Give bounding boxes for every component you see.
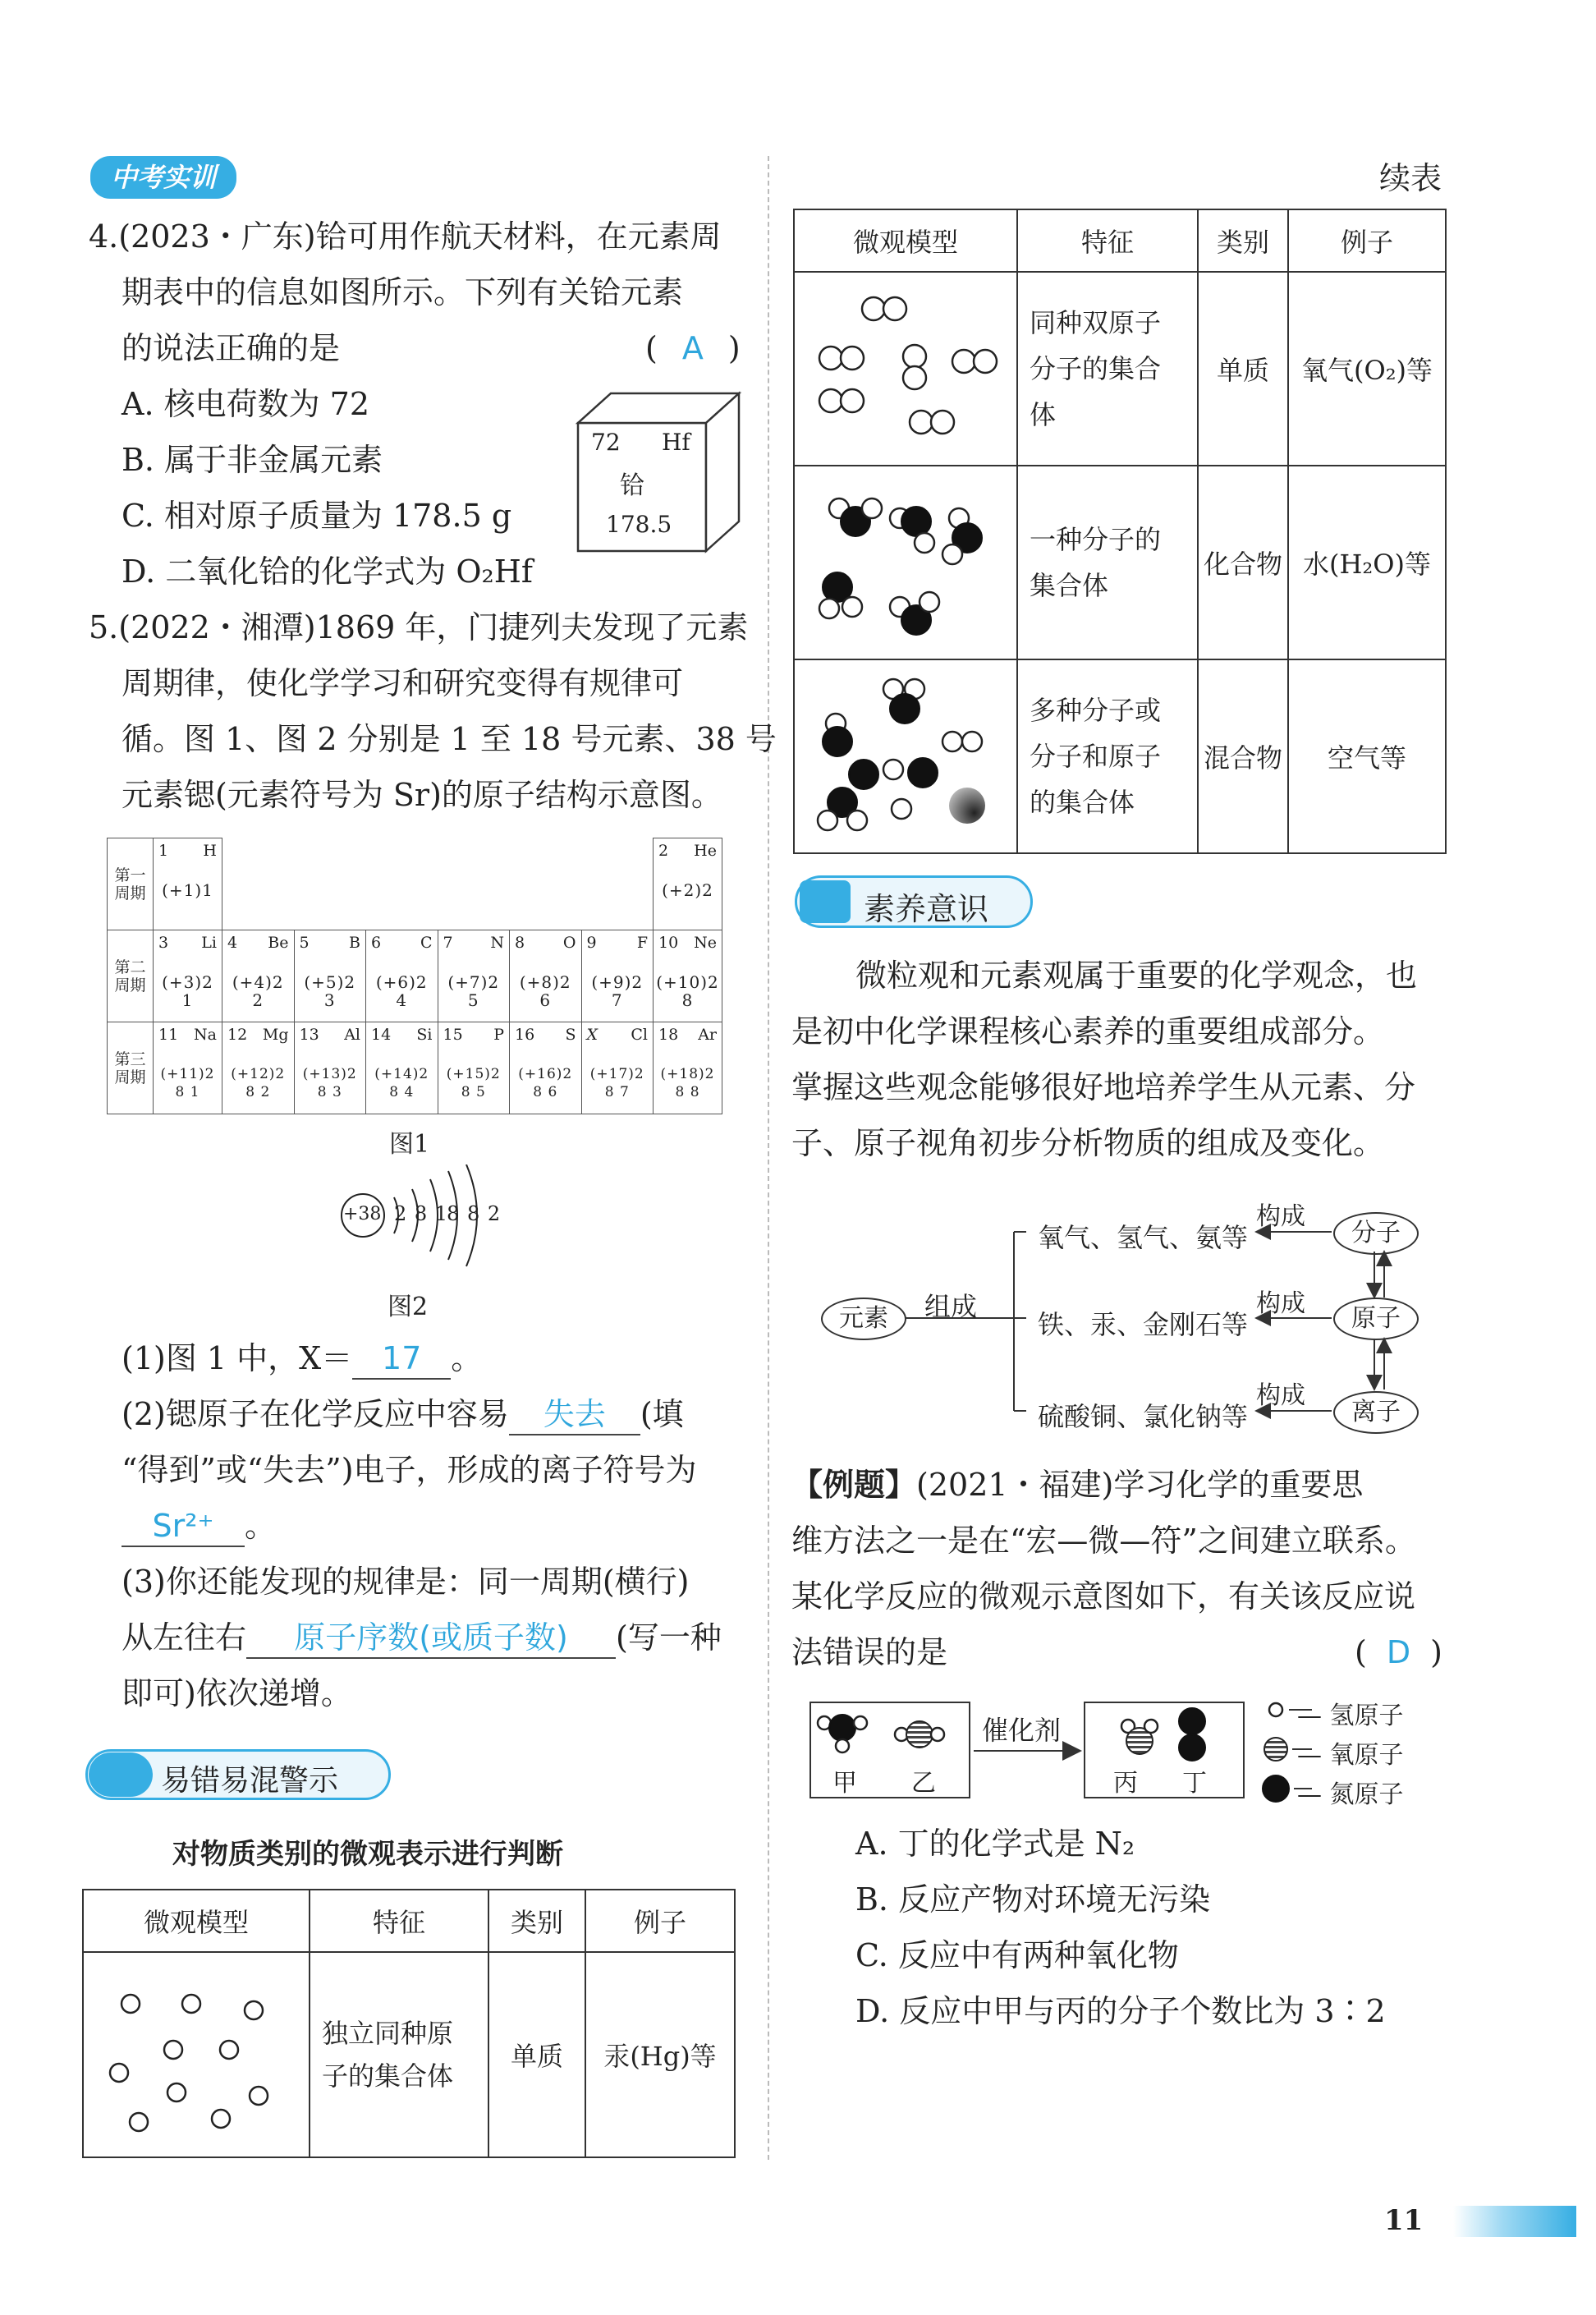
- substance-bing: 丙: [1113, 1769, 1138, 1798]
- element-cell: 6 C (+6)2 4: [366, 930, 438, 1022]
- example-line4: 法错误的是: [791, 1634, 948, 1670]
- header-model: 微观模型: [794, 209, 1017, 272]
- example-answer-bracket: ( D ): [1355, 1634, 1442, 1670]
- fig1-caption: 图1: [389, 1130, 430, 1159]
- element-cell: 15 P (+15)2 8 5: [438, 1022, 510, 1114]
- q5-sub1-answer: 17: [352, 1339, 451, 1380]
- q5-sub2-answer1: 失去: [509, 1394, 640, 1435]
- header-example: 例子: [585, 1890, 735, 1952]
- feature-cell: 同种双原子分子的集合体: [1017, 272, 1198, 466]
- literacy-icon: [800, 880, 851, 923]
- feature-cell: 一种分子的集合体: [1017, 466, 1198, 659]
- molecule-node: 分子: [1333, 1212, 1419, 1255]
- example-option-c: C. 反应中有两种氧化物: [855, 1937, 1179, 1973]
- diagram-item-1: 氧气、氢气、氨等: [1038, 1222, 1249, 1253]
- micro-table-left: [82, 1889, 736, 2158]
- ion-node: 离子: [1333, 1391, 1419, 1434]
- q5-sub2-line2: “得到”或“失去”)电子，形成的离子符号为: [122, 1452, 697, 1488]
- category-cell: 单质: [1198, 272, 1288, 466]
- diagram-item-2: 铁、汞、金刚石等: [1038, 1309, 1249, 1340]
- q5-sub1: (1)图 1 中，X＝ 17 。: [122, 1339, 482, 1380]
- q4-stem-line2: 期表中的信息如图所示。下列有关铪元素: [122, 274, 684, 310]
- q5-sub3-line1: (3)你还能发现的规律是：同一周期(横行): [122, 1564, 690, 1600]
- q5-sub3-line2: 从左往右 原子序数(或质子数) (写一种: [122, 1618, 722, 1659]
- element-cell: 11 Na (+11)2 8 1: [154, 1022, 222, 1114]
- catalyst-label: 催化剂: [982, 1715, 1062, 1746]
- periodic-table-fig1: [107, 838, 722, 1114]
- compose-label: 组成: [924, 1291, 978, 1322]
- example-option-d: D. 反应中甲与丙的分子个数比为 3∶2: [855, 1993, 1386, 2029]
- example-cell: 汞(Hg)等: [585, 1952, 735, 2157]
- element-cell: 8 O (+8)2 6: [510, 930, 582, 1022]
- element-cell: 2 He (+2)2: [654, 838, 722, 930]
- literacy-para-line4: 子、原子视角初步分析物质的组成及变化。: [791, 1125, 1385, 1161]
- element-cell: 12 Mg (+12)2 8 2: [222, 1022, 295, 1114]
- column-divider: [768, 156, 769, 2160]
- feature-cell: 独立同种原子的集合体: [310, 1952, 488, 2157]
- micro-table-right: [793, 209, 1447, 854]
- legend-oxygen: — 氧原子: [1297, 1741, 1404, 1770]
- q4-option-b: B. 属于非金属元素: [122, 442, 383, 478]
- element-cell: 16 S (+16)2 8 6: [510, 1022, 582, 1114]
- constitute-label-2: 构成: [1256, 1289, 1305, 1318]
- q5-sub2-line1: (2)锶原子在化学反应中容易 失去 (填: [122, 1394, 684, 1435]
- constitute-label-3: 构成: [1256, 1381, 1305, 1410]
- sr-nucleus: +38: [343, 1204, 382, 1224]
- warning-badge-label: 易错易混警示: [161, 1764, 339, 1798]
- continued-label: 续表: [1379, 160, 1442, 196]
- hf-number: 72: [591, 429, 621, 456]
- substance-jia: 甲: [832, 1769, 857, 1798]
- page-number-bar: [1453, 2206, 1576, 2237]
- warning-icon: [89, 1752, 153, 1797]
- q4-option-c: C. 相对原子质量为 178.5 g: [122, 498, 512, 534]
- element-cell: X Cl (+17)2 8 7: [581, 1022, 654, 1114]
- fig2-caption: 图2: [388, 1293, 429, 1321]
- zhongkao-badge: 中考实训: [90, 156, 236, 199]
- legend-hydrogen: — 氢原子: [1297, 1702, 1404, 1730]
- example-line1: 【例题】(2021・福建)学习化学的重要思: [791, 1467, 1364, 1503]
- literacy-para-line3: 掌握这些观念能够很好地培养学生从元素、分: [791, 1069, 1416, 1105]
- element-cell: 1 H (+1)1: [154, 838, 222, 930]
- header-example: 例子: [1288, 209, 1446, 272]
- q5-sub2-line3: Sr²⁺ 。: [122, 1506, 276, 1547]
- literacy-badge-label: 素养意识: [864, 891, 989, 927]
- period-label-3: 第三周期: [108, 1022, 154, 1114]
- element-cell: 9 F (+9)2 7: [581, 930, 654, 1022]
- element-node: 元素: [821, 1298, 906, 1340]
- q5-stem-line3: 循。图 1、图 2 分别是 1 至 18 号元素、38 号: [122, 721, 777, 757]
- q5-sub2-answer2: Sr²⁺: [122, 1506, 245, 1547]
- element-cell: 10 Ne (+10)2 8: [654, 930, 722, 1022]
- header-feature: 特征: [1017, 209, 1198, 272]
- example-option-a: A. 丁的化学式是 N₂: [855, 1826, 1135, 1862]
- q5-sub3-line3: 即可)依次递增。: [122, 1675, 352, 1711]
- element-cell: 7 N (+7)2 5: [438, 930, 510, 1022]
- atom-node: 原子: [1333, 1298, 1419, 1340]
- example-cell: 水(H₂O)等: [1288, 466, 1446, 659]
- q4-option-d: D. 二氧化铪的化学式为 O₂Hf: [122, 553, 533, 590]
- example-answer: D: [1386, 1634, 1411, 1670]
- category-cell: 化合物: [1198, 466, 1288, 659]
- q5-stem-line2: 周期律，使化学学习和研究变得有规律可: [122, 665, 684, 701]
- q4-option-a: A. 核电荷数为 72: [122, 386, 370, 422]
- element-cell: 3 Li (+3)2 1: [154, 930, 222, 1022]
- q4-answer: A: [681, 330, 704, 366]
- substance-yi: 乙: [911, 1769, 936, 1798]
- element-cell: 18 Ar (+18)2 8 8: [654, 1022, 722, 1114]
- q4-stem-line1: 4.(2023・广东)铪可用作航天材料，在元素周: [89, 218, 722, 255]
- q5-sub3-answer: 原子序数(或质子数): [246, 1618, 616, 1659]
- element-cell: 14 Si (+14)2 8 4: [366, 1022, 438, 1114]
- legend-nitrogen: — 氮原子: [1297, 1780, 1404, 1809]
- sr-shells: 2 8 18 8 2: [394, 1202, 500, 1225]
- header-category: 类别: [488, 1890, 585, 1952]
- model-compound: [794, 466, 1017, 659]
- hf-name: 铪: [620, 471, 644, 500]
- example-line2: 维方法之一是在“宏—微—符”之间建立联系。: [791, 1523, 1416, 1559]
- substance-ding: 丁: [1182, 1769, 1207, 1798]
- model-mixture: [794, 659, 1017, 853]
- element-cell: 5 B (+5)2 3: [294, 930, 366, 1022]
- model-atoms: [83, 1952, 310, 2157]
- category-cell: 单质: [488, 1952, 585, 2157]
- feature-cell: 多种分子或分子和原子的集合体: [1017, 659, 1198, 853]
- period-label-2: 第二周期: [108, 930, 154, 1022]
- warning-title: 对物质类别的微观表示进行判断: [172, 1838, 563, 1871]
- hf-symbol: Hf: [662, 429, 690, 456]
- period-label-1: 第一周期: [108, 838, 154, 930]
- element-cell: 4 Be (+4)2 2: [222, 930, 295, 1022]
- q4-stem-line3: 的说法正确的是: [122, 330, 341, 366]
- q5-stem-line1: 5.(2022・湘潭)1869 年，门捷列夫发现了元素: [89, 609, 749, 645]
- q4-answer-bracket: ( A ): [645, 330, 741, 366]
- header-model: 微观模型: [83, 1890, 310, 1952]
- empty-span: [222, 838, 654, 930]
- header-feature: 特征: [310, 1890, 488, 1952]
- example-cell: 氧气(O₂)等: [1288, 272, 1446, 466]
- q5-stem-line4: 元素锶(元素符号为 Sr)的原子结构示意图。: [122, 777, 722, 813]
- page-number: 11: [1384, 2204, 1424, 2237]
- element-cell: 13 Al (+13)2 8 3: [294, 1022, 366, 1114]
- literacy-para-line2: 是初中化学课程核心素养的重要组成部分。: [791, 1013, 1385, 1050]
- example-cell: 空气等: [1288, 659, 1446, 853]
- category-cell: 混合物: [1198, 659, 1288, 853]
- example-line3: 某化学反应的微观示意图如下，有关该反应说: [791, 1578, 1416, 1615]
- model-diatomic: [794, 272, 1017, 466]
- diagram-item-3: 硫酸铜、氯化钠等: [1038, 1401, 1249, 1432]
- hf-mass: 178.5: [606, 511, 672, 538]
- example-option-b: B. 反应产物对环境无污染: [855, 1881, 1211, 1918]
- header-category: 类别: [1198, 209, 1288, 272]
- constitute-label-1: 构成: [1256, 1202, 1305, 1231]
- literacy-para-line1: 微粒观和元素观属于重要的化学观念，也: [855, 958, 1418, 994]
- sr-atom-structure: [337, 1164, 501, 1288]
